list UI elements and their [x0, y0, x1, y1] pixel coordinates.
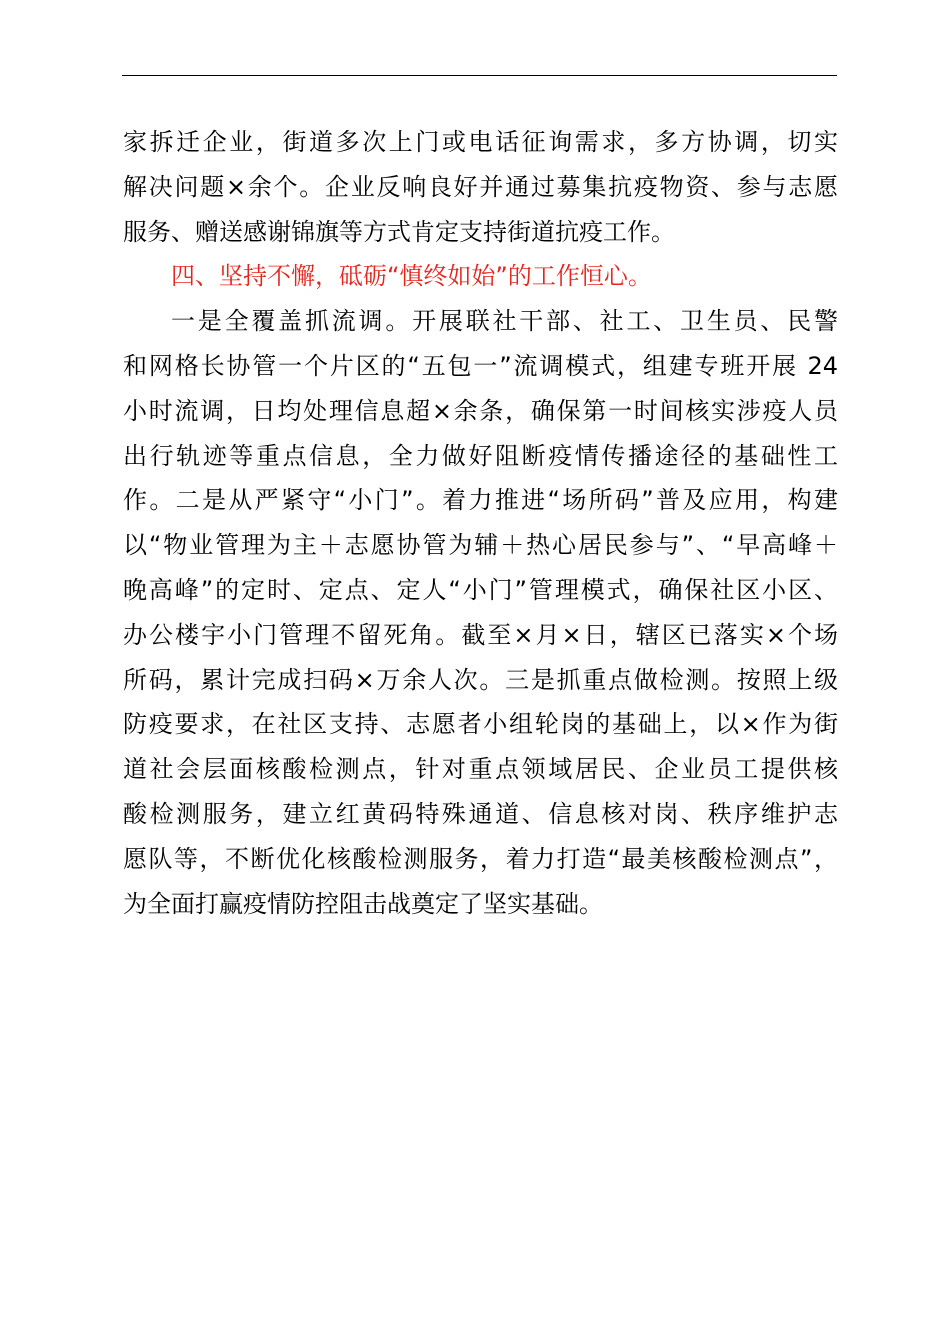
- text-line: 解决问题×余个。企业反响良好并通过募集抗疫物资、参与志愿: [123, 172, 838, 201]
- text-line: 办公楼宇小门管理不留死角。截至×月×日，辖区已落实×个场: [123, 620, 838, 649]
- text-line: 为全面打赢疫情防控阻击战奠定了坚实基础。: [123, 889, 603, 918]
- text-line: 愿队等，不断优化核酸检测服务，着力打造“最美核酸检测点”，: [123, 844, 838, 873]
- text-line: 家拆迁企业，街道多次上门或电话征询需求，多方协调，切实: [123, 128, 838, 156]
- text-line: 小时流调，日均处理信息超×余条，确保第一时间核实涉疫人员: [123, 396, 838, 425]
- text-line: 道社会层面核酸检测点，针对重点领域居民、企业员工提供核: [123, 755, 838, 784]
- text-line: 以“物业管理为主＋志愿协管为辅＋热心居民参与”、“早高峰＋: [123, 531, 838, 560]
- paragraph-continuation: [123, 120, 838, 254]
- text-line: 作。二是从严紧守“小门”。着力推进“场所码”普及应用，构建: [123, 486, 838, 515]
- text-line: 一是全覆盖抓流调。开展联社干部、社工、卫生员、民警: [171, 307, 838, 336]
- text-line: 出行轨迹等重点信息，全力做好阻断疫情传播途径的基础性工: [123, 441, 838, 470]
- text-line: 和网格长协管一个片区的“五包一”流调模式，组建专班开展 24: [123, 351, 838, 380]
- text-line: 服务、赠送感谢锦旗等方式肯定支持街道抗疫工作。: [123, 217, 675, 246]
- text-line: 防疫要求，在社区支持、志愿者小组轮岗的基础上，以×作为街: [123, 710, 838, 739]
- text-line: 晚高峰”的定时、定点、定人“小门”管理模式，确保社区小区、: [123, 575, 838, 604]
- header-rule: [122, 75, 837, 76]
- text-line: 酸检测服务，建立红黄码特殊通道、信息核对岗、秩序维护志: [123, 799, 838, 828]
- paragraph-section-4: [123, 299, 838, 926]
- section-heading: 四、坚持不懈，砥砺“慎终如始”的工作恒心。: [171, 262, 652, 291]
- document-body: [123, 120, 838, 926]
- text-line: 所码，累计完成扫码×万余人次。三是抓重点做检测。按照上级: [123, 665, 838, 694]
